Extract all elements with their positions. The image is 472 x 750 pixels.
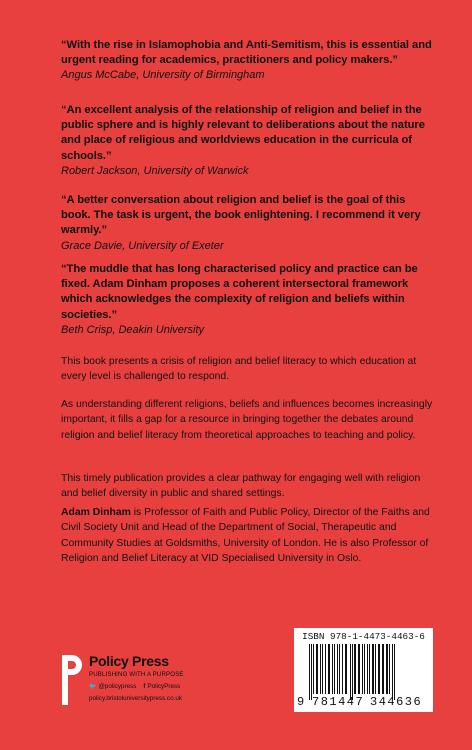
publisher-social: [89, 683, 180, 690]
publisher-logo: [60, 653, 240, 713]
author-name: Adam Dinham: [61, 507, 131, 518]
barcode-digit-first: 9: [297, 695, 305, 709]
endorsement-quote: [61, 262, 433, 338]
blurb-paragraph: [61, 471, 433, 502]
publisher-tagline: PUBLISHING WITH A PURPOSE: [89, 671, 184, 678]
publisher-name: Policy Press: [89, 653, 169, 669]
blurb-paragraph: [61, 397, 433, 443]
quote-text: “A better conversation about religion and belief is the goal of this book. The task is urgent, the book enlightening. I recommend it very warmly.”: [61, 194, 421, 237]
endorsement-quote: [61, 38, 433, 83]
quote-text: “The muddle that has long characterised policy and practice can be fixed. Adam Dinham proposes a coherent intersectoral framework which acknowledges the complexity of religion and beliefs within societies.”: [61, 263, 418, 321]
twitter-handle: @policypress: [98, 683, 137, 690]
endorsement-quote: [61, 103, 433, 179]
quote-attribution: Robert Jackson, University of Warwick: [61, 164, 249, 177]
policy-press-logo-icon: [60, 653, 82, 707]
blurb-text: As understanding different religions, beliefs and influences becomes increasingly important, it fills a gap for a resource in bringing together the debates around religion and belief literacy from theoretical approaches to teaching and policy.: [61, 399, 433, 441]
author-bio-text: is Professor of Faith and Public Policy, Director of the Faiths and Civil Society Unit and Head of the Department of Social, Therapeutic and Community Studies at Goldsmiths, University of London. He is also Professor of Religion and Belief Literacy at VID Specialised University in Oslo.: [61, 507, 430, 565]
barcode-digits-left: 781447: [312, 695, 365, 709]
isbn-label: ISBN 978-1-4473-4463-6: [302, 631, 425, 642]
quote-attribution: Beth Crisp, Deakin University: [61, 323, 205, 336]
twitter-icon: 🐦: [89, 684, 97, 690]
quote-text: “An excellent analysis of the relationship of religion and belief in the public sphere and is highly relevant to deliberations about the nature and place of religious and worldviews education in the curricula of schools.”: [61, 104, 425, 162]
blurb-paragraph: [61, 354, 433, 385]
facebook-icon: f: [143, 684, 146, 690]
quote-attribution: Grace Davie, University of Exeter: [61, 239, 224, 252]
quote-text: “With the rise in Islamophobia and Anti-Semitism, this is essential and urgent reading for academics, practitioners and policy makers.”: [61, 39, 432, 67]
facebook-handle: PolicyPress: [147, 683, 181, 690]
endorsement-quote: [61, 193, 433, 254]
publisher-url: policy.bristoluniversitypress.co.uk: [89, 695, 182, 702]
isbn-barcode: [294, 628, 433, 712]
barcode-image: [299, 644, 428, 700]
quote-attribution: Angus McCabe, University of Birmingham: [61, 69, 265, 82]
blurb-text: This book presents a crisis of religion and belief literacy to which education at every level is challenged to respond.: [61, 356, 417, 383]
author-bio: [61, 505, 433, 567]
barcode-digits-right: 344636: [370, 695, 423, 709]
blurb-text: This timely publication provides a clear pathway for engaging well with religion and belief diversity in public and shared settings.: [61, 473, 421, 500]
